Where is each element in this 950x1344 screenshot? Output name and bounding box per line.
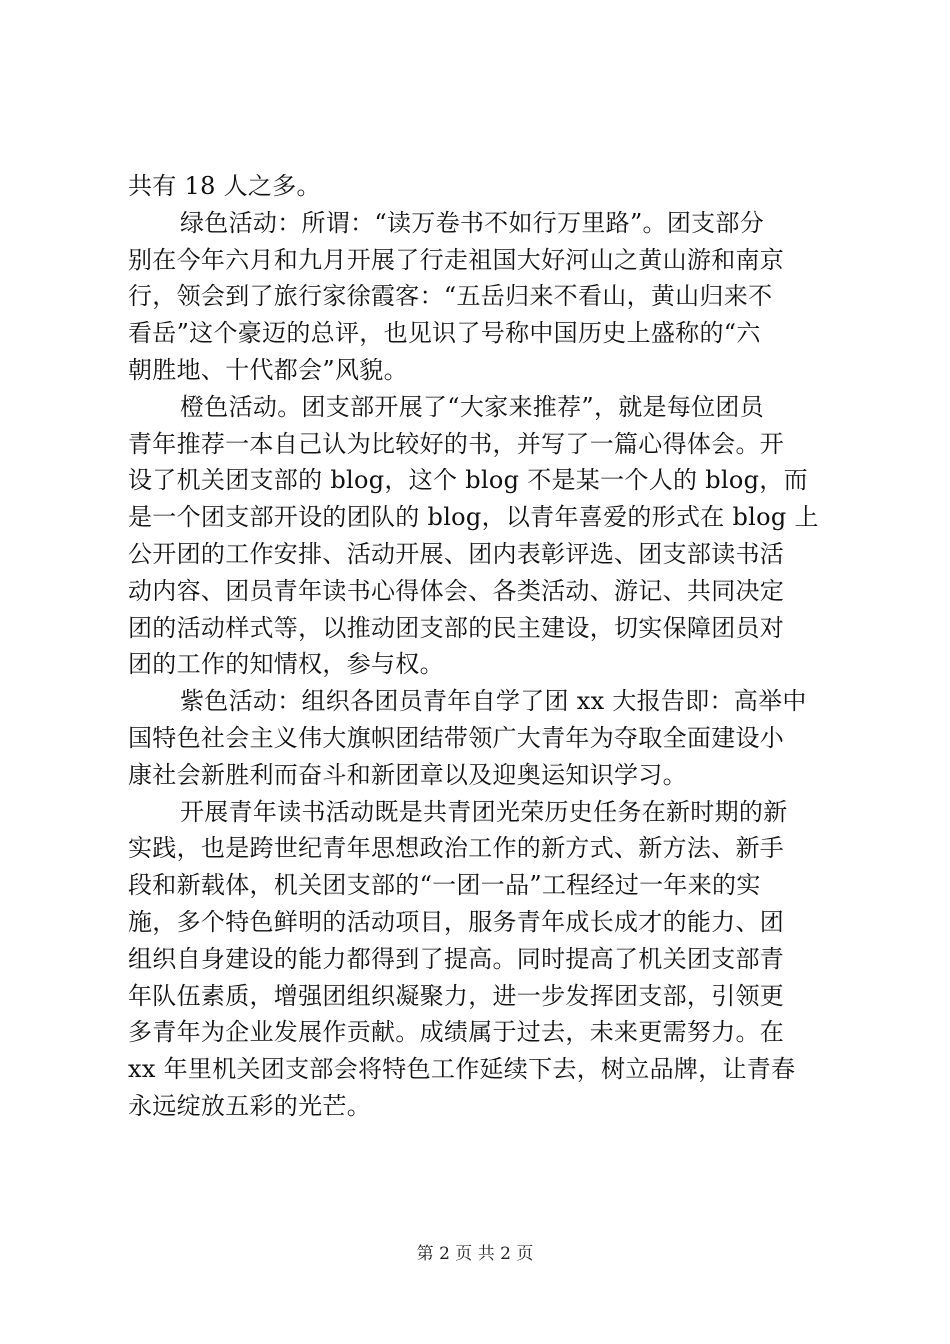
- page-footer: [0, 1242, 950, 1266]
- document-body: [128, 168, 828, 1125]
- text-line: 行，领会到了旅行家徐霞客：“五岳归来不看山，黄山归来不: [128, 282, 773, 311]
- paragraph-first-line: 开展青年读书活动既是共青团光荣历史任务在新时期的新: [180, 797, 788, 826]
- text-line: 共有 18 人之多。: [128, 172, 321, 200]
- text-line: 国特色社会主义伟大旗帜团结带领广大青年为夺取全面建设小: [128, 723, 785, 752]
- text-line: 年队伍素质，增强团组织凝聚力，进一步发挥团支部，引领更: [128, 981, 785, 1010]
- text-line: xx 年里机关团支部会将特色工作延续下去，树立品牌，让青春: [128, 1055, 796, 1084]
- text-line: 青年推荐一本自己认为比较好的书，并写了一篇心得体会。开: [128, 429, 785, 458]
- text-line: 施，多个特色鲜明的活动项目，服务青年成长成才的能力、团: [128, 907, 785, 936]
- text-line: 多青年为企业发展作贡献。成绩属于过去，未来更需努力。在: [128, 1018, 785, 1047]
- text-line: 团的活动样式等，以推动团支部的民主建设，切实保障团员对: [128, 613, 785, 642]
- paragraph-first-line: 橙色活动。团支部开展了“大家来推荐”，就是每位团员: [180, 392, 765, 421]
- paragraph-first-line: 绿色活动：所谓：“读万卷书不如行万里路”。团支部分: [180, 208, 765, 237]
- page-number-label: 第 2 页 共 2 页: [416, 1244, 534, 1264]
- text-line: 别在今年六月和九月开展了行走祖国大好河山之黄山游和南京: [128, 245, 785, 274]
- text-line: 团的工作的知情权，参与权。: [128, 650, 444, 679]
- text-line: 是一个团支部开设的团队的 blog，以青年喜爱的形式在 blog 上: [128, 503, 819, 532]
- text-line: 康社会新胜利而奋斗和新团章以及迎奥运知识学习。: [128, 760, 687, 789]
- text-line: 设了机关团支部的 blog，这个 blog 不是某一个人的 blog，而: [128, 466, 808, 495]
- text-line: 动内容、团员青年读书心得体会、各类活动、游记、共同决定: [128, 576, 785, 605]
- text-line: 公开团的工作安排、活动开展、团内表彰评选、团支部读书活: [128, 539, 785, 568]
- text-line: 看岳”这个豪迈的总评，也见识了号称中国历史上盛称的“六: [128, 319, 761, 348]
- paragraph-first-line: 紫色活动：组织各团员青年自学了团 xx 大报告即：高举中: [180, 687, 807, 716]
- text-line: 段和新载体，机关团支部的“一团一品”工程经过一年来的实: [128, 871, 761, 900]
- text-line: 组织自身建设的能力都得到了提高。同时提高了机关团支部青: [128, 944, 785, 973]
- text-line: 永远绽放五彩的光芒。: [128, 1091, 371, 1120]
- text-line: 朝胜地、十代都会”风貌。: [128, 355, 408, 384]
- text-line: 实践，也是跨世纪青年思想政治工作的新方式、新方法、新手: [128, 834, 785, 863]
